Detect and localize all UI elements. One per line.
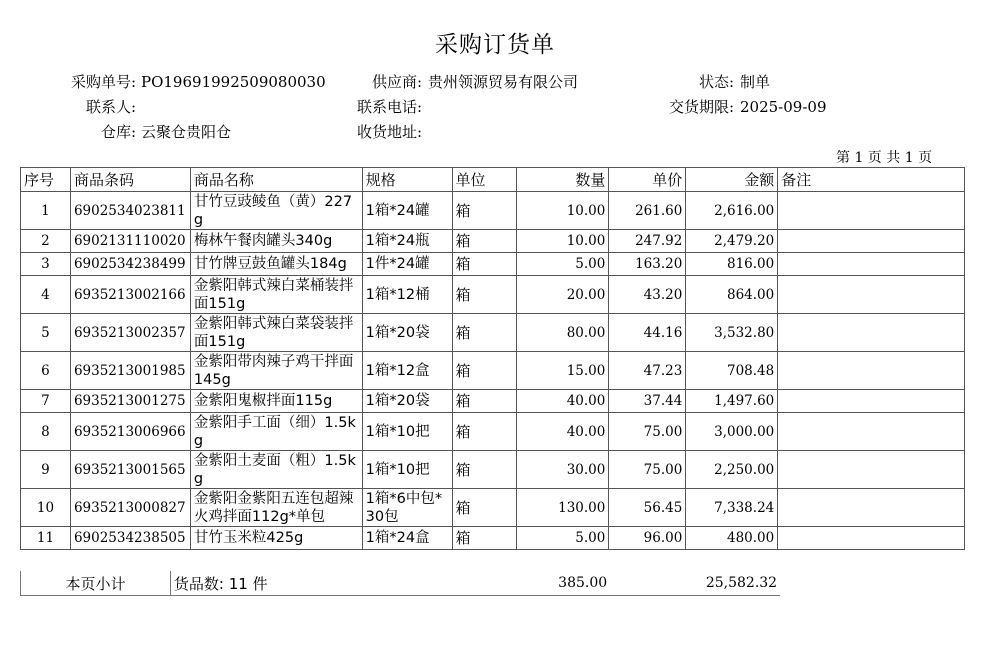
row-amount: 2,479.20 (686, 230, 778, 253)
row-note (778, 253, 965, 276)
row-name: 金紫阳韩式辣白菜桶装拌面151g (190, 276, 362, 314)
row-barcode: 6935213001565 (70, 451, 190, 489)
row-amount: 1,497.60 (686, 390, 778, 413)
supplier-label: 供应商: (371, 73, 422, 91)
row-note (778, 489, 965, 527)
row-qty: 80.00 (517, 314, 609, 352)
row-no: 6 (21, 352, 71, 390)
row-unit: 箱 (452, 352, 517, 390)
table-row (21, 527, 965, 550)
row-spec: 1箱*6中包*30包 (362, 489, 452, 527)
table-row (21, 276, 965, 314)
item-count: 货品数: 11 件 (170, 571, 420, 596)
row-unit: 箱 (452, 451, 517, 489)
row-barcode: 6902534238499 (70, 253, 190, 276)
row-name: 甘竹玉米粒425g (190, 527, 362, 550)
row-spec: 1箱*20袋 (362, 314, 452, 352)
row-note (778, 413, 965, 451)
row-barcode: 6902534023811 (70, 192, 190, 230)
table-row (21, 413, 965, 451)
table-row (21, 192, 965, 230)
row-amount: 7,338.24 (686, 489, 778, 527)
row-price: 56.45 (609, 489, 686, 527)
row-price: 261.60 (609, 192, 686, 230)
row-note (778, 352, 965, 390)
warehouse-label: 仓库: (100, 123, 136, 141)
row-qty: 40.00 (517, 413, 609, 451)
row-barcode: 6935213006966 (70, 413, 190, 451)
table-row (21, 390, 965, 413)
row-unit: 箱 (452, 413, 517, 451)
row-barcode: 6935213002166 (70, 276, 190, 314)
row-barcode: 6935213000827 (70, 489, 190, 527)
row-spec: 1箱*24瓶 (362, 230, 452, 253)
row-barcode: 6935213001275 (70, 390, 190, 413)
row-qty: 40.00 (517, 390, 609, 413)
row-unit: 箱 (452, 276, 517, 314)
col-header-qty: 数量 (517, 168, 609, 192)
row-unit: 箱 (452, 489, 517, 527)
row-name: 金紫阳金紫阳五连包超辣火鸡拌面112g*单包 (190, 489, 362, 527)
col-header-price: 单价 (609, 168, 686, 192)
row-name: 金紫阳带肉辣子鸡干拌面145g (190, 352, 362, 390)
warehouse-value: 云聚仓贵阳仓 (141, 123, 232, 141)
row-spec: 1箱*12桶 (362, 276, 452, 314)
row-no: 7 (21, 390, 71, 413)
row-amount: 816.00 (686, 253, 778, 276)
supplier-value: 贵州领源贸易有限公司 (428, 73, 579, 91)
row-qty: 130.00 (517, 489, 609, 527)
row-qty: 30.00 (517, 451, 609, 489)
page-info: 第 1 页 共 1 页 (836, 150, 933, 166)
row-amount: 864.00 (686, 276, 778, 314)
row-note (778, 192, 965, 230)
row-qty: 10.00 (517, 230, 609, 253)
row-amount: 3,000.00 (686, 413, 778, 451)
row-barcode: 6902534238505 (70, 527, 190, 550)
row-barcode: 6902131110020 (70, 230, 190, 253)
row-spec: 1箱*20袋 (362, 390, 452, 413)
row-note (778, 230, 965, 253)
table-row (21, 230, 965, 253)
row-spec: 1箱*10把 (362, 451, 452, 489)
row-price: 96.00 (609, 527, 686, 550)
row-amount: 2,616.00 (686, 192, 778, 230)
row-price: 37.44 (609, 390, 686, 413)
row-qty: 15.00 (517, 352, 609, 390)
row-price: 75.00 (609, 451, 686, 489)
phone-label: 联系电话: (356, 98, 422, 116)
row-qty: 5.00 (517, 253, 609, 276)
order-table (20, 167, 965, 550)
subtotal-label: 本页小计 (21, 571, 171, 596)
row-name: 金紫阳韩式辣白菜袋装拌面151g (190, 314, 362, 352)
row-no: 9 (21, 451, 71, 489)
row-no: 11 (21, 527, 71, 550)
row-qty: 20.00 (517, 276, 609, 314)
col-header-amount: 金额 (686, 168, 778, 192)
row-amount: 480.00 (686, 527, 778, 550)
amount-total: 25,582.32 (610, 571, 780, 596)
row-name: 金紫阳土麦面（粗）1.5kg (190, 451, 362, 489)
col-header-spec: 规格 (362, 168, 452, 192)
po-number-label: 采购单号: (70, 73, 136, 91)
col-header-barcode: 商品条码 (70, 168, 190, 192)
row-no: 8 (21, 413, 71, 451)
col-header-unit: 单位 (452, 168, 517, 192)
row-amount: 3,532.80 (686, 314, 778, 352)
row-price: 47.23 (609, 352, 686, 390)
row-no: 2 (21, 230, 71, 253)
row-unit: 箱 (452, 527, 517, 550)
row-unit: 箱 (452, 230, 517, 253)
row-price: 43.20 (609, 276, 686, 314)
summary-blank (780, 571, 965, 596)
row-name: 甘竹豆豉鲮鱼（黄）227g (190, 192, 362, 230)
row-no: 3 (21, 253, 71, 276)
table-row (21, 451, 965, 489)
col-header-note: 备注 (778, 168, 965, 192)
table-row (21, 253, 965, 276)
row-barcode: 6935213002357 (70, 314, 190, 352)
col-header-no: 序号 (21, 168, 71, 192)
table-row (21, 314, 965, 352)
row-unit: 箱 (452, 390, 517, 413)
row-amount: 708.48 (686, 352, 778, 390)
row-name: 金紫阳鬼椒拌面115g (190, 390, 362, 413)
row-name: 金紫阳手工面（细）1.5kg (190, 413, 362, 451)
row-no: 4 (21, 276, 71, 314)
row-note (778, 527, 965, 550)
row-price: 247.92 (609, 230, 686, 253)
row-no: 5 (21, 314, 71, 352)
delivery-value: 2025-09-09 (740, 98, 827, 116)
col-header-name: 商品名称 (190, 168, 362, 192)
table-row (21, 352, 965, 390)
row-no: 10 (21, 489, 71, 527)
row-note (778, 314, 965, 352)
row-price: 163.20 (609, 253, 686, 276)
row-unit: 箱 (452, 192, 517, 230)
row-amount: 2,250.00 (686, 451, 778, 489)
row-name: 甘竹牌豆鼓鱼罐头184g (190, 253, 362, 276)
qty-total: 385.00 (420, 571, 610, 596)
status-value: 制单 (740, 73, 771, 91)
delivery-label: 交货期限: (668, 98, 734, 116)
row-unit: 箱 (452, 253, 517, 276)
row-note (778, 390, 965, 413)
row-price: 75.00 (609, 413, 686, 451)
row-spec: 1箱*24盒 (362, 527, 452, 550)
row-qty: 10.00 (517, 192, 609, 230)
row-barcode: 6935213001985 (70, 352, 190, 390)
status-label: 状态: (698, 73, 734, 91)
row-note (778, 451, 965, 489)
contact-label: 联系人: (85, 98, 136, 116)
address-label: 收货地址: (356, 123, 422, 141)
row-name: 梅林午餐肉罐头340g (190, 230, 362, 253)
table-header-row (21, 168, 965, 192)
row-qty: 5.00 (517, 527, 609, 550)
row-price: 44.16 (609, 314, 686, 352)
row-unit: 箱 (452, 314, 517, 352)
document-title: 采购订货单 (435, 32, 555, 58)
row-spec: 1件*24罐 (362, 253, 452, 276)
row-no: 1 (21, 192, 71, 230)
summary-row (21, 571, 966, 596)
row-spec: 1箱*12盒 (362, 352, 452, 390)
row-spec: 1箱*10把 (362, 413, 452, 451)
po-number-value: PO19691992509080030 (141, 73, 326, 91)
summary-table (20, 571, 965, 596)
row-note (778, 276, 965, 314)
row-spec: 1箱*24罐 (362, 192, 452, 230)
table-row (21, 489, 965, 527)
